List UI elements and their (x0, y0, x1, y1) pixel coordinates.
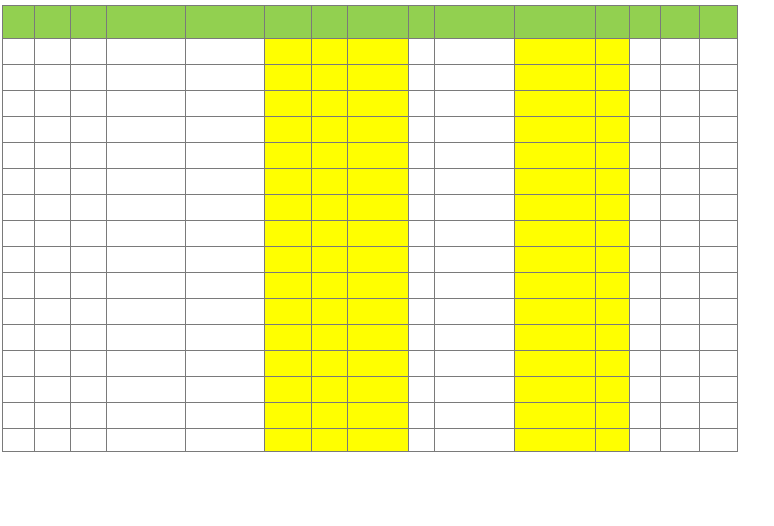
table-row (3, 351, 738, 377)
table-row (3, 117, 738, 143)
table-cell (348, 299, 409, 325)
table-cell (107, 143, 186, 169)
table-cell (661, 247, 700, 273)
table-row (3, 221, 738, 247)
column-header (596, 6, 630, 39)
table-cell (409, 117, 435, 143)
column-header (515, 6, 596, 39)
table-cell (186, 247, 265, 273)
table-cell (435, 65, 515, 91)
table-cell (630, 247, 661, 273)
table-cell (265, 299, 312, 325)
table-cell (661, 273, 700, 299)
table-cell (107, 377, 186, 403)
table-cell (630, 39, 661, 65)
table-cell (700, 117, 738, 143)
table-cell (348, 325, 409, 351)
table-row (3, 273, 738, 299)
table-cell (630, 221, 661, 247)
table-cell (515, 195, 596, 221)
table-cell (630, 351, 661, 377)
table-cell (435, 143, 515, 169)
table-cell (630, 377, 661, 403)
table-cell (3, 299, 35, 325)
table-cell (435, 377, 515, 403)
table-cell (107, 39, 186, 65)
table-cell (107, 169, 186, 195)
table-cell (348, 403, 409, 429)
table-cell (409, 169, 435, 195)
table-cell (596, 117, 630, 143)
table-cell (107, 65, 186, 91)
table-cell (515, 221, 596, 247)
column-header (312, 6, 348, 39)
table-cell (515, 299, 596, 325)
table-cell (630, 91, 661, 117)
table-cell (700, 39, 738, 65)
table-cell (596, 429, 630, 452)
table-cell (515, 325, 596, 351)
table-cell (409, 299, 435, 325)
table-row (3, 429, 738, 452)
table-cell (312, 377, 348, 403)
table-cell (3, 377, 35, 403)
table-cell (700, 221, 738, 247)
table-cell (186, 429, 265, 452)
column-header (71, 6, 107, 39)
table-cell (348, 247, 409, 273)
table-cell (700, 65, 738, 91)
table-cell (515, 377, 596, 403)
table-cell (71, 299, 107, 325)
table-cell (409, 39, 435, 65)
table-cell (107, 221, 186, 247)
table-cell (312, 39, 348, 65)
table-cell (107, 351, 186, 377)
table-cell (71, 39, 107, 65)
table-cell (515, 351, 596, 377)
table-cell (35, 39, 71, 65)
table-cell (312, 91, 348, 117)
table-cell (3, 325, 35, 351)
table-cell (35, 65, 71, 91)
table-cell (186, 65, 265, 91)
table-cell (35, 429, 71, 452)
table-cell (312, 221, 348, 247)
table-cell (186, 403, 265, 429)
table-cell (596, 169, 630, 195)
table-cell (265, 351, 312, 377)
table-cell (35, 325, 71, 351)
table-cell (348, 143, 409, 169)
table-cell (265, 377, 312, 403)
column-header (265, 6, 312, 39)
table-cell (265, 325, 312, 351)
table-cell (661, 169, 700, 195)
table-cell (71, 117, 107, 143)
table-cell (265, 65, 312, 91)
table-cell (71, 91, 107, 117)
table-cell (186, 195, 265, 221)
table-cell (107, 247, 186, 273)
table-cell (186, 377, 265, 403)
table-cell (435, 195, 515, 221)
table-cell (348, 65, 409, 91)
table-cell (3, 247, 35, 273)
table-cell (409, 351, 435, 377)
table-cell (409, 377, 435, 403)
table-cell (312, 299, 348, 325)
column-header (409, 6, 435, 39)
table-cell (107, 117, 186, 143)
table-cell (630, 325, 661, 351)
table-cell (312, 65, 348, 91)
table-row (3, 91, 738, 117)
table-cell (630, 195, 661, 221)
table-cell (700, 377, 738, 403)
table-cell (409, 247, 435, 273)
table-cell (3, 403, 35, 429)
table-cell (661, 299, 700, 325)
table-cell (3, 351, 35, 377)
table-cell (3, 39, 35, 65)
table-cell (630, 65, 661, 91)
table-cell (409, 403, 435, 429)
table-cell (596, 403, 630, 429)
table-cell (186, 91, 265, 117)
table-cell (35, 273, 71, 299)
table-row (3, 39, 738, 65)
column-header (35, 6, 71, 39)
table-cell (515, 169, 596, 195)
table-cell (3, 91, 35, 117)
table-cell (596, 143, 630, 169)
table-cell (265, 91, 312, 117)
table-cell (435, 169, 515, 195)
table-cell (596, 247, 630, 273)
table-cell (3, 273, 35, 299)
table-cell (3, 429, 35, 452)
table-cell (515, 273, 596, 299)
table-cell (265, 247, 312, 273)
table-cell (35, 143, 71, 169)
table-cell (596, 195, 630, 221)
table-cell (265, 195, 312, 221)
table-cell (348, 195, 409, 221)
column-header (435, 6, 515, 39)
table-row (3, 377, 738, 403)
table-cell (409, 65, 435, 91)
table-cell (661, 429, 700, 452)
table-cell (265, 273, 312, 299)
table-cell (71, 429, 107, 452)
table-cell (35, 117, 71, 143)
column-header (661, 6, 700, 39)
table-row (3, 247, 738, 273)
table-cell (186, 169, 265, 195)
table-cell (700, 273, 738, 299)
table-cell (515, 403, 596, 429)
table-cell (409, 429, 435, 452)
table-cell (35, 169, 71, 195)
table-cell (71, 403, 107, 429)
table-cell (409, 221, 435, 247)
table-cell (265, 169, 312, 195)
column-header (3, 6, 35, 39)
table-row (3, 403, 738, 429)
table-cell (186, 325, 265, 351)
table-cell (630, 143, 661, 169)
table-cell (186, 273, 265, 299)
table-cell (348, 91, 409, 117)
column-header (348, 6, 409, 39)
table-cell (596, 91, 630, 117)
table-cell (107, 273, 186, 299)
table-cell (312, 351, 348, 377)
table-cell (661, 195, 700, 221)
column-header (700, 6, 738, 39)
table-cell (409, 325, 435, 351)
table-cell (71, 195, 107, 221)
table-cell (3, 143, 35, 169)
table-cell (186, 299, 265, 325)
table-row (3, 299, 738, 325)
table-row (3, 143, 738, 169)
table-cell (35, 247, 71, 273)
column-header (186, 6, 265, 39)
table-cell (515, 65, 596, 91)
table-cell (661, 39, 700, 65)
table-cell (700, 195, 738, 221)
table-cell (630, 273, 661, 299)
table-cell (435, 221, 515, 247)
table-cell (35, 299, 71, 325)
table-cell (348, 39, 409, 65)
table-row (3, 325, 738, 351)
drug-list-table (2, 5, 738, 452)
table-cell (107, 403, 186, 429)
table-cell (515, 429, 596, 452)
table-cell (435, 351, 515, 377)
table-cell (312, 143, 348, 169)
table-cell (3, 195, 35, 221)
table-cell (312, 403, 348, 429)
table-cell (435, 325, 515, 351)
table-cell (35, 221, 71, 247)
table-cell (3, 65, 35, 91)
table-cell (186, 117, 265, 143)
table-cell (312, 169, 348, 195)
table-cell (435, 403, 515, 429)
table-cell (107, 325, 186, 351)
table-cell (348, 117, 409, 143)
table-cell (630, 169, 661, 195)
table-cell (700, 325, 738, 351)
table-cell (515, 39, 596, 65)
table-cell (107, 429, 186, 452)
table-cell (265, 39, 312, 65)
table-cell (312, 247, 348, 273)
table-cell (435, 91, 515, 117)
table-cell (700, 429, 738, 452)
column-header (107, 6, 186, 39)
table-cell (700, 247, 738, 273)
table-cell (312, 195, 348, 221)
table-cell (107, 195, 186, 221)
table-cell (348, 377, 409, 403)
table-cell (661, 351, 700, 377)
table-cell (630, 403, 661, 429)
table-cell (435, 39, 515, 65)
table-cell (700, 351, 738, 377)
table-cell (596, 325, 630, 351)
table-cell (186, 143, 265, 169)
table-cell (630, 117, 661, 143)
table-cell (700, 91, 738, 117)
table-cell (107, 91, 186, 117)
table-cell (596, 39, 630, 65)
table-cell (435, 273, 515, 299)
table-cell (661, 403, 700, 429)
table-cell (107, 299, 186, 325)
table-header-row (3, 6, 738, 39)
table-cell (596, 351, 630, 377)
table-cell (71, 377, 107, 403)
table-cell (348, 221, 409, 247)
table-cell (71, 273, 107, 299)
table-cell (265, 117, 312, 143)
table-cell (35, 351, 71, 377)
table-cell (409, 195, 435, 221)
table-cell (348, 351, 409, 377)
table-cell (409, 91, 435, 117)
table-cell (700, 403, 738, 429)
table-cell (661, 91, 700, 117)
table-cell (3, 221, 35, 247)
table-cell (661, 65, 700, 91)
table-cell (265, 429, 312, 452)
table-cell (700, 299, 738, 325)
table-cell (661, 221, 700, 247)
table-cell (435, 247, 515, 273)
table-cell (71, 65, 107, 91)
table-cell (35, 91, 71, 117)
table-cell (661, 117, 700, 143)
table-row (3, 169, 738, 195)
table-cell (515, 143, 596, 169)
table-cell (661, 143, 700, 169)
table-cell (265, 143, 312, 169)
table-cell (312, 117, 348, 143)
table-cell (35, 403, 71, 429)
table-cell (3, 117, 35, 143)
table-cell (35, 195, 71, 221)
table-cell (515, 247, 596, 273)
table-cell (312, 325, 348, 351)
table-cell (186, 351, 265, 377)
table-cell (348, 169, 409, 195)
table-cell (596, 299, 630, 325)
table-row (3, 65, 738, 91)
table-cell (265, 221, 312, 247)
table-cell (661, 325, 700, 351)
table-cell (596, 221, 630, 247)
table-cell (661, 377, 700, 403)
table-cell (515, 117, 596, 143)
table-cell (409, 143, 435, 169)
table-cell (71, 169, 107, 195)
table-cell (700, 169, 738, 195)
table-cell (186, 221, 265, 247)
table-cell (596, 273, 630, 299)
table-cell (3, 169, 35, 195)
table-cell (312, 273, 348, 299)
table-cell (435, 429, 515, 452)
table-cell (71, 143, 107, 169)
table-row (3, 195, 738, 221)
table-cell (596, 377, 630, 403)
table-cell (35, 377, 71, 403)
table-cell (409, 273, 435, 299)
table-cell (186, 39, 265, 65)
table-cell (71, 325, 107, 351)
table-cell (348, 429, 409, 452)
table-cell (700, 143, 738, 169)
table-cell (71, 247, 107, 273)
table-cell (71, 351, 107, 377)
table-cell (630, 299, 661, 325)
table-cell (596, 65, 630, 91)
table-cell (71, 221, 107, 247)
table-cell (348, 273, 409, 299)
table-cell (435, 299, 515, 325)
table-cell (515, 91, 596, 117)
table-cell (435, 117, 515, 143)
column-header (630, 6, 661, 39)
table-cell (265, 403, 312, 429)
table-cell (312, 429, 348, 452)
table-cell (630, 429, 661, 452)
